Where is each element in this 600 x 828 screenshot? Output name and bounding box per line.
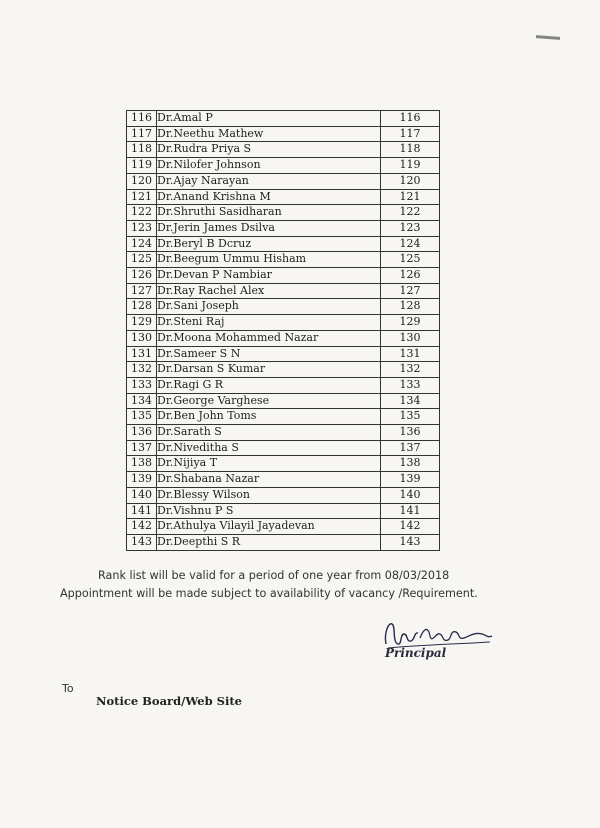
rank-cell: 128 [381, 299, 440, 315]
rank-list-table [126, 110, 440, 551]
serial-number-cell: 139 [127, 472, 157, 488]
rank-cell: 137 [381, 440, 440, 456]
rank-cell: 124 [381, 236, 440, 252]
table-row [127, 377, 440, 393]
serial-number-cell: 129 [127, 315, 157, 331]
table-row [127, 173, 440, 189]
table-row [127, 252, 440, 268]
rank-cell: 117 [381, 126, 440, 142]
table-row [127, 315, 440, 331]
candidate-name-cell: Dr.Anand Krishna M [157, 189, 381, 205]
candidate-name-cell: Dr.Rudra Priya S [157, 142, 381, 158]
validity-note: Rank list will be valid for a period of one year from 08/03/2018 [98, 569, 450, 582]
rank-cell: 122 [381, 205, 440, 221]
serial-number-cell: 124 [127, 236, 157, 252]
serial-number-cell: 130 [127, 330, 157, 346]
table-row [127, 220, 440, 236]
candidate-name-cell: Dr.Nilofer Johnson [157, 158, 381, 174]
candidate-name-cell: Dr.Ray Rachel Alex [157, 283, 381, 299]
scan-mark [536, 35, 560, 40]
table-row [127, 440, 440, 456]
candidate-name-cell: Dr.Deepthi S R [157, 534, 381, 550]
candidate-name-cell: Dr.Ragi G R [157, 377, 381, 393]
candidate-name-cell: Dr.Amal P [157, 111, 381, 127]
rank-cell: 141 [381, 503, 440, 519]
serial-number-cell: 119 [127, 158, 157, 174]
serial-number-cell: 142 [127, 519, 157, 535]
rank-cell: 130 [381, 330, 440, 346]
candidate-name-cell: Dr.Sani Joseph [157, 299, 381, 315]
table-row [127, 236, 440, 252]
serial-number-cell: 136 [127, 425, 157, 441]
rank-cell: 139 [381, 472, 440, 488]
table-row [127, 409, 440, 425]
serial-number-cell: 135 [127, 409, 157, 425]
serial-number-cell: 123 [127, 220, 157, 236]
candidate-name-cell: Dr.Shabana Nazar [157, 472, 381, 488]
rank-cell: 132 [381, 362, 440, 378]
candidate-name-cell: Dr.Moona Mohammed Nazar [157, 330, 381, 346]
rank-list-body [127, 111, 440, 551]
rank-cell: 135 [381, 409, 440, 425]
candidate-name-cell: Dr.Ajay Narayan [157, 173, 381, 189]
candidate-name-cell: Dr.Steni Raj [157, 315, 381, 331]
serial-number-cell: 128 [127, 299, 157, 315]
candidate-name-cell: Dr.Blessy Wilson [157, 487, 381, 503]
table-row [127, 189, 440, 205]
rank-cell: 136 [381, 425, 440, 441]
candidate-name-cell: Dr.Devan P Nambiar [157, 268, 381, 284]
candidate-name-cell: Dr.Niveditha S [157, 440, 381, 456]
serial-number-cell: 125 [127, 252, 157, 268]
recipient: Notice Board/Web Site [96, 694, 242, 708]
serial-number-cell: 122 [127, 205, 157, 221]
serial-number-cell: 140 [127, 487, 157, 503]
serial-number-cell: 121 [127, 189, 157, 205]
table-row [127, 158, 440, 174]
candidate-name-cell: Dr.Ben John Toms [157, 409, 381, 425]
table-row [127, 519, 440, 535]
serial-number-cell: 127 [127, 283, 157, 299]
candidate-name-cell: Dr.Beegum Ummu Hisham [157, 252, 381, 268]
rank-cell: 127 [381, 283, 440, 299]
table-row [127, 534, 440, 550]
rank-cell: 121 [381, 189, 440, 205]
serial-number-cell: 137 [127, 440, 157, 456]
appointment-note: Appointment will be made subject to availability of vacancy /Requirement. [60, 587, 478, 600]
table-row [127, 205, 440, 221]
rank-cell: 116 [381, 111, 440, 127]
candidate-name-cell: Dr.Vishnu P S [157, 503, 381, 519]
table-row [127, 142, 440, 158]
rank-cell: 126 [381, 268, 440, 284]
rank-cell: 138 [381, 456, 440, 472]
rank-cell: 134 [381, 393, 440, 409]
serial-number-cell: 134 [127, 393, 157, 409]
serial-number-cell: 116 [127, 111, 157, 127]
rank-cell: 119 [381, 158, 440, 174]
table-row [127, 283, 440, 299]
rank-cell: 143 [381, 534, 440, 550]
rank-cell: 129 [381, 315, 440, 331]
rank-cell: 118 [381, 142, 440, 158]
principal-designation: Principal [385, 646, 447, 660]
rank-cell: 120 [381, 173, 440, 189]
candidate-name-cell: Dr.Jerin James Dsilva [157, 220, 381, 236]
rank-cell: 140 [381, 487, 440, 503]
to-label: To [62, 682, 74, 695]
candidate-name-cell: Dr.Sameer S N [157, 346, 381, 362]
serial-number-cell: 138 [127, 456, 157, 472]
table-row [127, 487, 440, 503]
table-row [127, 346, 440, 362]
table-row [127, 503, 440, 519]
serial-number-cell: 131 [127, 346, 157, 362]
serial-number-cell: 132 [127, 362, 157, 378]
serial-number-cell: 117 [127, 126, 157, 142]
serial-number-cell: 141 [127, 503, 157, 519]
table-row [127, 425, 440, 441]
table-row [127, 299, 440, 315]
candidate-name-cell: Dr.George Varghese [157, 393, 381, 409]
table-row [127, 268, 440, 284]
rank-cell: 131 [381, 346, 440, 362]
table-row [127, 472, 440, 488]
table-row [127, 456, 440, 472]
candidate-name-cell: Dr.Neethu Mathew [157, 126, 381, 142]
table-row [127, 126, 440, 142]
table-row [127, 362, 440, 378]
serial-number-cell: 143 [127, 534, 157, 550]
serial-number-cell: 126 [127, 268, 157, 284]
serial-number-cell: 120 [127, 173, 157, 189]
table-row [127, 330, 440, 346]
candidate-name-cell: Dr.Sarath S [157, 425, 381, 441]
candidate-name-cell: Dr.Nijiya T [157, 456, 381, 472]
rank-cell: 133 [381, 377, 440, 393]
candidate-name-cell: Dr.Darsan S Kumar [157, 362, 381, 378]
rank-cell: 142 [381, 519, 440, 535]
table-row [127, 111, 440, 127]
candidate-name-cell: Dr.Beryl B Dcruz [157, 236, 381, 252]
rank-cell: 123 [381, 220, 440, 236]
serial-number-cell: 133 [127, 377, 157, 393]
candidate-name-cell: Dr.Athulya Vilayil Jayadevan [157, 519, 381, 535]
rank-cell: 125 [381, 252, 440, 268]
candidate-name-cell: Dr.Shruthi Sasidharan [157, 205, 381, 221]
serial-number-cell: 118 [127, 142, 157, 158]
table-row [127, 393, 440, 409]
